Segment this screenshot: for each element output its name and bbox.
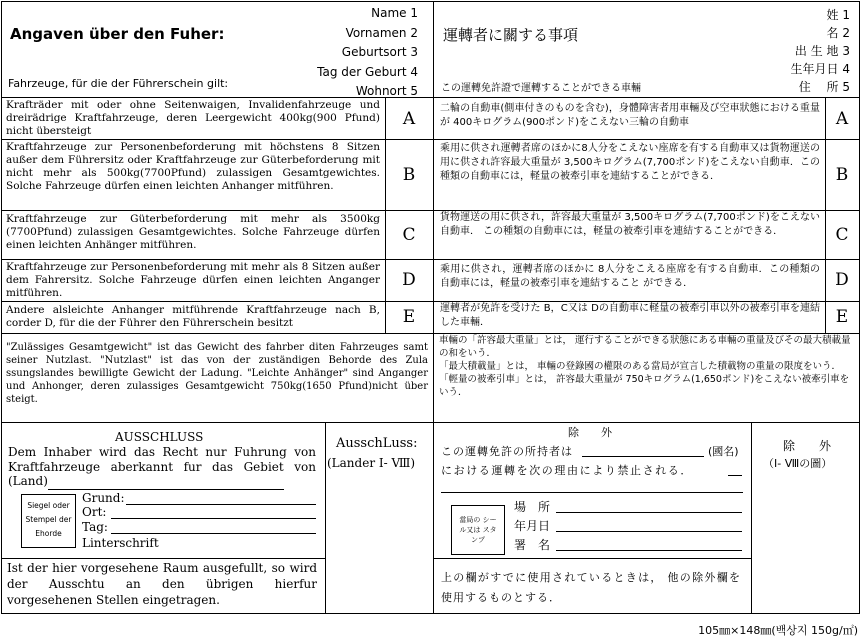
exclusion-de-signature-label: Linterschrift [82, 536, 159, 550]
row-line-top [1, 97, 860, 98]
header-jp-title: 運轉者に關する事項 [443, 26, 579, 44]
class-d-jp-text: 乘用に供され，運轉者席のほかに 8人分をこえる座席を有する自動車．この種類の自動車には，軽量の被牽引車を連結すること ができる． [440, 264, 820, 289]
class-e-de-text: Andere alsleichte Anhanger mitführende Kraftfahrzeuge nach B, corder D, für die der Führer den Führerschein besitzt [6, 304, 380, 329]
row-line-a-b [1, 139, 860, 140]
exclusion-jp-footer-line [433, 558, 751, 559]
class-a-jp-code: A [835, 109, 849, 129]
header-jp-fields [791, 6, 850, 96]
exclusion-de-title: AUSSCHLUSS [115, 430, 204, 444]
field-vornamen: Vornamen 2 [345, 25, 418, 40]
exclusion-de-tag-label: Tag: [82, 520, 108, 534]
class-b-de-text: Kraftfahrzeuge zur Personenbeforderung mit höchstens 8 Sitzen außer dem Führersitz oder Kraftfahrzeuge zur Güterbeforderung mit nicht mehr als 500kg(7700Pfund) zulassigen Gesamtgewichtes. Solche Fahrzeuge dürfen einen leichten Anhanger mitführen. [6, 141, 380, 192]
notes-jp-1: 車輛の「許容最大重量」とは， 運行することができる狀態にある車輛の重量及びその最大積載量の和をいう． [439, 335, 851, 359]
sign-line [556, 550, 742, 551]
date-line [556, 531, 742, 532]
class-a-de-text: Krafträder mit oder ohne Seitenwaigen, Invalidenfahrzeuge und dreirädrige Kraftfahrzeuge, deren Leergewicht 400kg(900 Pfund) nicht übersteigt [6, 99, 380, 137]
class-c-jp-code: C [835, 225, 849, 245]
class-d-de-code: D [402, 270, 416, 290]
exclusion-de-stamp-label: Siegel oder Stempel der Ehorde [25, 501, 72, 538]
exclusion-right-title: 除 外 [783, 439, 832, 453]
class-c-jp-text: 貨物運送の用に供され，許容最大重量が 3,500キログラム(7,700ポンド)をこえない自動車． この種類の自動車には，軽量の被牽引車を連結することができる． [440, 212, 820, 237]
exclusion-right-sub: （Ⅰ- Ⅷの圖） [763, 457, 833, 470]
exclusion-jp-country-line [582, 456, 704, 457]
header-de-title: Angaven über den Fuher: [10, 25, 225, 43]
class-a-jp-text: 二輪の自動車(側車付きのものを含む)，身體障害者用車輛及び空車狀態における重量が 400キログラム(900ポンド)をこえない三輪の自動車 [440, 103, 820, 128]
exclusion-de-footer-line [1, 558, 325, 559]
notes-divider [433, 333, 434, 422]
exclusion-jp-title: 除 外 [568, 426, 612, 439]
class-e-jp-text: 運轉者が免許を受けた B，C又は Dの自動車に軽量の被牽引車以外の被牽引車を連結した車輛． [440, 303, 820, 328]
class-b-jp-code: B [835, 165, 849, 185]
notes-jp-3: 「輕量の被牽引車」とは， 許容最大重量が 750キログラム(1,650ポンド)をこえない被牽引車をいう． [439, 374, 850, 398]
exclusion-jp-line2: における運轉を次の理由により禁止される． [441, 464, 693, 477]
col-line-de-code [385, 97, 386, 333]
class-d-jp-code: D [835, 270, 849, 290]
exclusion-jp-line1: この運轉免許の所持者は [441, 445, 573, 458]
header-jp-vehicles-caption: この運轉免許證で運轉することができる車輛 [441, 83, 641, 94]
header-de-fields [317, 4, 418, 102]
tag-line [111, 533, 316, 534]
class-b-jp-text: 乘用に供され運轉者席のほかに8人分をこえない座席を有する自動車又は貨物運送の用に供され許容最大重量が 3,500キログラム(7,700ポンド)をこえない自動車．この種類の自動車には，軽量の被牽引車を連結することができる． [440, 143, 820, 182]
field-mei: 名 2 [826, 26, 850, 40]
class-e-jp-code: E [835, 307, 849, 327]
exclusion-jp-reason-line-2 [441, 492, 743, 493]
grund-line [126, 504, 316, 505]
exclusion-jp-date-label: 年月日 [514, 519, 551, 533]
exclusion-jp-sign-label: 署 名 [514, 538, 551, 552]
notes-bottom-line [1, 422, 860, 423]
class-d-de-text: Kraftfahrzeuge zur Personenbeforderung mit mehr als 8 Sitzen außer dem Fahrersitz. Solche Fahrzeuge dürfen einen leichten Anganger mitführen. [6, 261, 380, 299]
field-sei: 姓 1 [826, 8, 850, 22]
field-wohnort: Wohnort 5 [355, 84, 418, 98]
col-line-jp-code [825, 97, 826, 333]
page-size-footnote: 105㎜×148㎜(백상지 150g/㎡) [698, 624, 858, 637]
exclusion-de-stamp-box [21, 494, 76, 548]
class-a-de-code: A [402, 109, 416, 129]
class-b-de-code: B [402, 165, 416, 185]
class-c-de-code: C [402, 225, 416, 245]
exclusion-divider-1 [325, 422, 326, 614]
field-birthplace: 出 生 地 3 [794, 44, 850, 58]
class-e-de-code: E [402, 307, 416, 327]
exclusion-de-footer: Ist der hier vorgesehene Raum ausgefullt, so wird der Ausschtu an den übrigen hierfur vorgesehenen Stellen eingetragen. [7, 561, 317, 607]
place-line [556, 512, 742, 513]
notes-de-text: "Zulässiges Gesamtgewicht" ist das Gewicht des fahrber diten Fahrzeuges samt seiner Nutzlast. "Nutzlast" ist das von der zuständigen Behorde des Zula ssungslandes bewilligte Gewicht der Ladung. "Leichte Anhänger" sind Anganger und Anhonger, deren zulassiges Gesamtgewicht 750kg(1650 Pfund)nicht über steigt. [6, 342, 428, 405]
exclusion-jp-line1-end: (國名) [708, 445, 739, 458]
exclusion-de-land-line [48, 489, 284, 490]
ort-line [111, 518, 316, 519]
exclusion-jp-footer: 上の欄がすでに使用されているときは， 他の除外欄を使用するものとする． [441, 571, 741, 604]
exclusion-divider-2 [433, 422, 434, 614]
field-birthdate: 生年月日 4 [790, 62, 850, 76]
row-line-c-d [1, 259, 860, 260]
notes-jp [439, 334, 857, 399]
field-address: 住 所 5 [798, 80, 850, 94]
exclusion-divider-3 [751, 422, 752, 614]
exclusion-de-text: Dem Inhaber wird das Recht nur Fuhrung von Kraftfahrzeuge aberkannt fur das Gebiet von (Land) [8, 445, 316, 488]
field-geburtsort: Geburtsort 3 [341, 45, 418, 59]
exclusion-jp-stamp-box [451, 505, 505, 555]
header-divider [433, 1, 434, 97]
exclusion-jp-place-label: 場 所 [514, 500, 551, 514]
field-name: Name 1 [371, 6, 418, 20]
header-de-vehicles-caption: Fahrzeuge, für die der Führerschein gilt: [8, 77, 229, 90]
exclusion-de-ort-label: Ort: [82, 505, 107, 519]
class-c-de-text: Kraftfahrzeuge zur Güterbeforderung mit mehr als 3500kg (7700Pfund) zulassigen Gesamtgewichtes. Solche Fahrzeuge dürfen einen leichten Anhänger mitführen. [6, 213, 380, 251]
col-line-center [433, 97, 434, 333]
field-tag-der-geburt: Tag der Geburt 4 [317, 64, 418, 79]
exclusion-de-grund-label: Grund: [82, 491, 125, 505]
exclusion-jp-stamp-label: 當局の シール又は スタンプ [459, 516, 497, 544]
notes-jp-2: 「最大積載量」とは， 車輛の登錄國の權限のある當局が宣言した積載物の重量の限度をいう． [439, 361, 842, 372]
exclusion-mid-title: AusschLuss: [336, 436, 418, 451]
exclusion-jp-reason-line-1 [728, 475, 742, 476]
exclusion-mid-sub: (Lander Ⅰ- Ⅷ) [327, 456, 416, 470]
